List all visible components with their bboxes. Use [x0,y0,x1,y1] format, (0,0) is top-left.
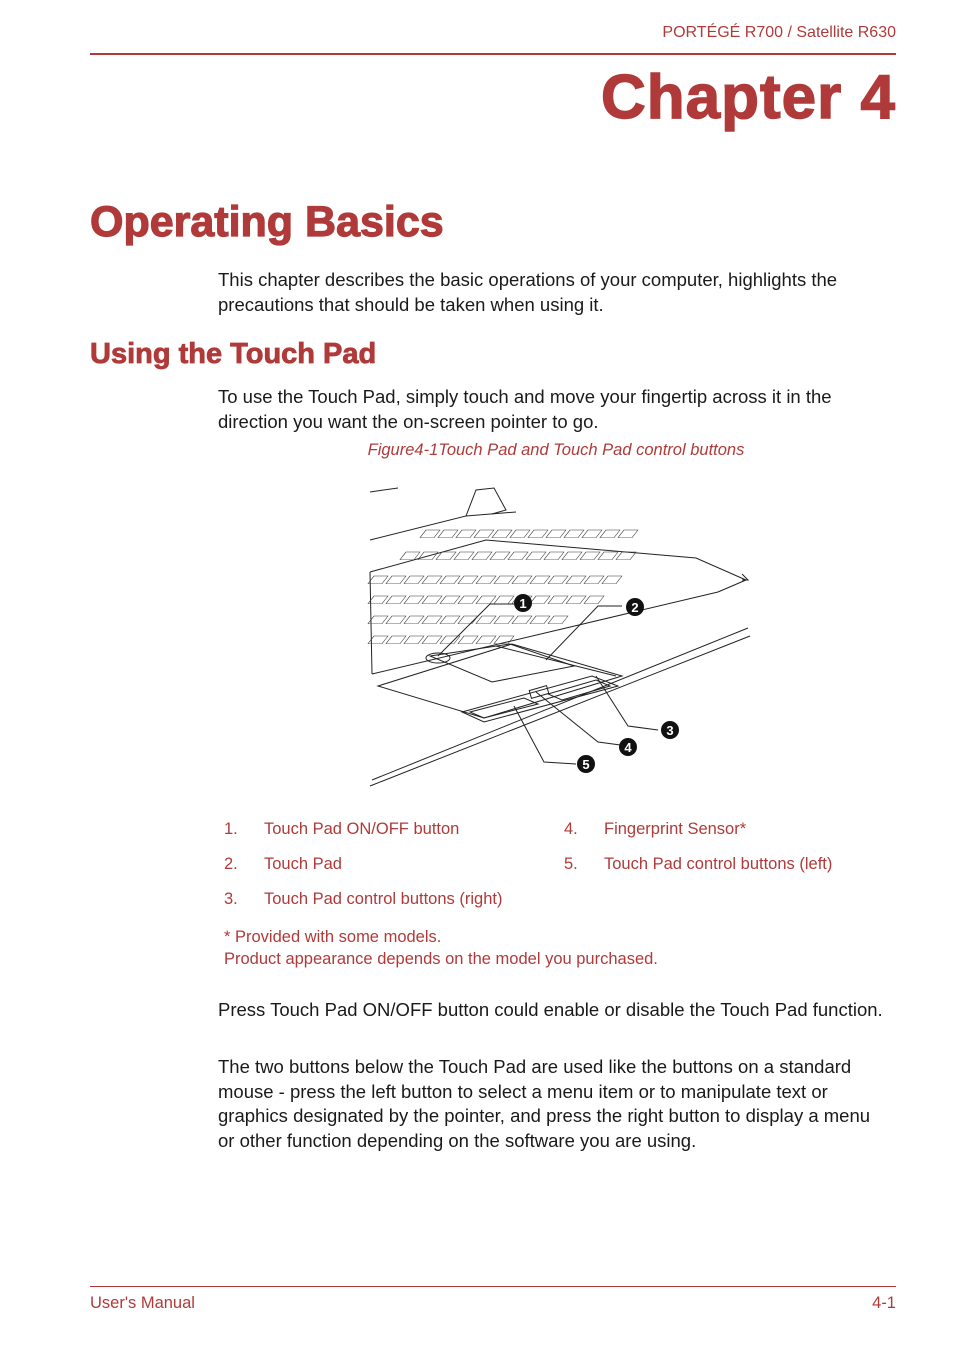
intro-paragraph: This chapter describes the basic operations of your computer, highlights the precautions that should be taken when using it. [218,269,838,315]
legend-label: Touch Pad control buttons (left) [604,855,833,873]
legend-number: 4. [564,820,578,838]
callout-2 [626,598,644,616]
legend-number: 2. [224,855,238,873]
legend-label: Touch Pad control buttons (right) [264,890,503,908]
figure-caption: Figure4-1Touch Pad and Touch Pad control buttons [367,441,745,459]
callout-1 [514,594,532,612]
footer-manual-title: User's Manual [90,1294,195,1312]
appearance-note: Product appearance depends on the model you purchased. [224,950,658,968]
page-number: 4-1 [872,1294,896,1312]
fingerprint-sensor [529,686,549,699]
callout-3 [661,721,679,739]
onoff-paragraph: Press Touch Pad ON/OFF button could enable or disable the Touch Pad function. [218,999,883,1020]
running-title: PORTÉGÉ R700 / Satellite R630 [662,24,896,41]
legend-number: 5. [564,855,578,873]
callout-5 [577,755,595,773]
legend-label: Fingerprint Sensor* [604,820,747,838]
touchpad-paragraph: To use the Touch Pad, simply touch and move your fingertip across it in the direction you want the on-screen pointer to go. [218,386,832,432]
models-note: * Provided with some models. [224,928,442,946]
page-title: Operating Basics [90,198,444,246]
legend-number: 3. [224,890,238,908]
svg-text:3: 3 [666,723,674,738]
left-control-button [470,698,538,718]
legend-label: Touch Pad [264,855,342,873]
touchpad-illustration [366,480,756,792]
palm-rest-outline [378,644,622,718]
callout-4 [619,738,637,756]
legend-label: Touch Pad ON/OFF button [264,820,460,838]
svg-text:2: 2 [631,600,639,615]
chapter-label: Chapter 4 [601,63,896,132]
svg-text:1: 1 [519,596,527,611]
legend-number: 1. [224,820,238,838]
keyboard-keys [368,530,638,644]
svg-text:4: 4 [624,740,632,755]
header-rule [90,53,896,55]
section-title: Using the Touch Pad [90,338,377,370]
buttons-paragraph: The two buttons below the Touch Pad are used like the buttons on a standard mouse - press the left button to select a menu item or to manipulate text or graphics designated by the pointer, and press the right button to display a menu or other function depending on the software you are using. [218,1056,871,1151]
footer-rule [90,1286,896,1287]
svg-text:5: 5 [582,757,590,772]
